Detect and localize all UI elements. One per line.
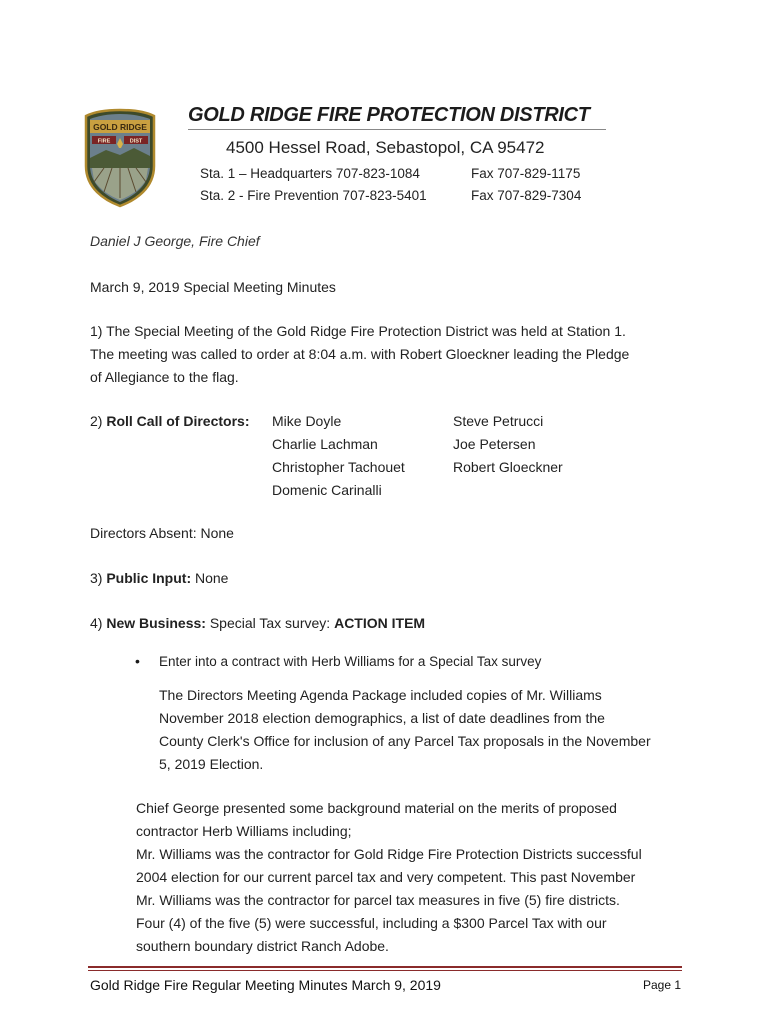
paragraph-line: contractor Herb Williams including;: [136, 823, 352, 839]
paragraph-line: Chief George presented some background material on the merits of proposed: [136, 800, 617, 816]
footer-divider-thin: [88, 970, 682, 971]
item1-line: 1) The Special Meeting of the Gold Ridge Fire Protection District was held at Station 1.: [90, 323, 626, 339]
page-number: Page 1: [643, 978, 682, 992]
footer-divider: [88, 966, 682, 968]
item3-line: [90, 567, 228, 590]
chief-presentation-paragraph: [136, 797, 642, 958]
directors-present-col1: [272, 410, 405, 502]
station1-fax: Fax 707-829-1175: [471, 166, 581, 181]
station2-phone: Sta. 2 - Fire Prevention 707-823-5401: [200, 188, 427, 203]
directors-present-col2: [453, 410, 563, 479]
station2-fax: Fax 707-829-7304: [471, 188, 582, 203]
logo-bottom-left-text: FIRE: [97, 138, 111, 145]
item4-line: [90, 612, 425, 635]
fire-chief-line: Daniel J George, Fire Chief: [90, 233, 260, 249]
bullet-text: Enter into a contract with Herb Williams for a Special Tax survey: [159, 654, 542, 669]
item1-paragraph: [90, 320, 629, 389]
paragraph-line: November 2018 election demographics, a list of date deadlines from the: [159, 710, 605, 726]
item1-line: The meeting was called to order at 8:04 a.m. with Robert Gloeckner leading the Pledge: [90, 346, 630, 362]
paragraph-line: 5, 2019 Election.: [159, 756, 264, 772]
new-business-label: New Business:: [106, 615, 206, 631]
paragraph-line: The Directors Meeting Agenda Package included copies of Mr. Williams: [159, 687, 602, 703]
station1-phone: Sta. 1 – Headquarters 707-823-1084: [200, 166, 420, 181]
paragraph-line: County Clerk's Office for inclusion of any Parcel Tax proposals in the November: [159, 733, 651, 749]
roll-call-label: Roll Call of Directors:: [106, 413, 250, 429]
item1-line: of Allegiance to the flag.: [90, 369, 239, 385]
item3-prefix: 3): [90, 570, 107, 586]
director-name: Mike Doyle: [272, 413, 342, 429]
district-title: GOLD RIDGE FIRE PROTECTION DISTRICT: [188, 104, 606, 130]
paragraph-line: southern boundary district Ranch Adobe.: [136, 938, 389, 954]
paragraph-line: Mr. Williams was the contractor for Gold Ridge Fire Protection Districts successful: [136, 846, 642, 862]
agenda-package-paragraph: [159, 684, 651, 776]
footer-title: Gold Ridge Fire Regular Meeting Minutes March 9, 2019: [90, 977, 441, 993]
item4-prefix: 4): [90, 615, 107, 631]
district-logo: [84, 108, 156, 208]
minutes-heading: March 9, 2019 Special Meeting Minutes: [90, 279, 336, 295]
logo-top-text: GOLD RIDGE: [93, 122, 147, 132]
logo-bottom-right-text: DIST: [129, 138, 143, 145]
director-name: Domenic Carinalli: [272, 482, 382, 498]
public-input-label: Public Input:: [106, 570, 192, 586]
director-name: Charlie Lachman: [272, 436, 378, 452]
director-name: Steve Petrucci: [453, 413, 544, 429]
directors-absent: Directors Absent: None: [90, 525, 234, 541]
district-badge-icon: [84, 108, 156, 208]
item2-prefix: 2): [90, 413, 107, 429]
bullet-icon: •: [135, 653, 140, 669]
director-name: Robert Gloeckner: [453, 459, 563, 475]
paragraph-line: 2004 election for our current parcel tax and very competent. This past November: [136, 869, 636, 885]
paragraph-line: Four (4) of the five (5) were successful, including a $300 Parcel Tax with our: [136, 915, 607, 931]
district-address: 4500 Hessel Road, Sebastopol, CA 95472: [226, 138, 545, 157]
paragraph-line: Mr. Williams was the contractor for parcel tax measures in five (5) fire districts.: [136, 892, 620, 908]
action-item-label: ACTION ITEM: [334, 615, 426, 631]
director-name: Joe Petersen: [453, 436, 536, 452]
public-input-value: None: [191, 570, 229, 586]
director-name: Christopher Tachouet: [272, 459, 405, 475]
item2-label-line: [90, 410, 249, 433]
item4-topic: Special Tax survey:: [205, 615, 335, 631]
